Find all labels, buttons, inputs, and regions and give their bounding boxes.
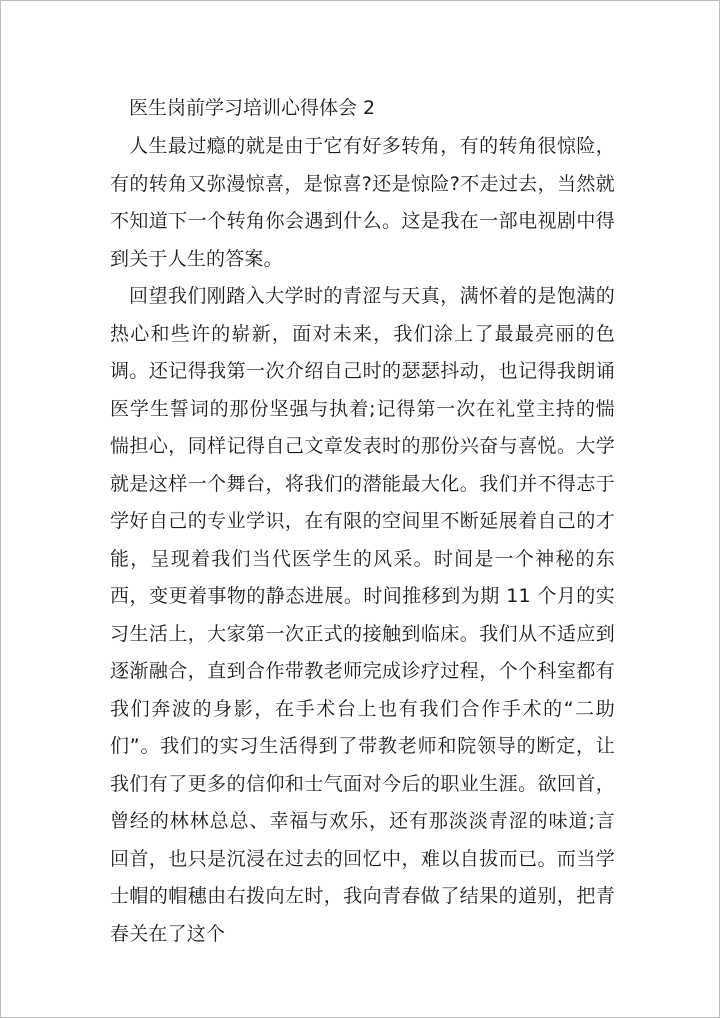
paragraph-1: 人生最过瘾的就是由于它有好多转角，有的转角很惊险，有的转角又弥漫惊喜，是惊喜?还是惊险?不走过去，当然就不知道下一个转角你会遇到什么。这是我在一部电视剧中得到关于人生的答案。 bbox=[110, 135, 615, 270]
document-title: 医生岗前学习培训心得体会 2 bbox=[129, 97, 376, 119]
paragraph-2: 回望我们刚踏入大学时的青涩与天真，满怀着的是饱满的热心和些许的崭新，面对未来，我们涂上了最最亮丽的色调。还记得我第一次介绍自己时的瑟瑟抖动，也记得我朗诵医学生誓词的那份坚强与执着;记得第一次在礼堂主持的惴惴担心，同样记得自己文章发表时的那份兴奋与喜悦。大学就是这样一个舞台，将我们的潜能最大化。我们并不得志于学好自己的专业学识，在有限的空间里不断延展着自己的才能，呈现着我们当代医学生的风采。时间是一个神秘的东西，变更着事物的静态进展。时间推移到为期 11 个月的实习生活上，大家第一次正式的接触到临床。我们从不适应到逐渐融合，直到合作带教老师完成诊疗过程，个个科室都有我们奔波的身影，在手术台上也有我们合作手术的“二助们”。我们的实习生活得到了带教老师和院领导的断定，让我们有了更多的信仰和士气面对今后的职业生涯。欲回首，曾经的林林总总、幸福与欢乐，还有那淡淡青涩的味道;言回首，也只是沉浸在过去的回忆中，难以自拔而已。而当学士帽的帽穗由右拨向左时，我向青春做了结果的道别，把青春关在了这个 bbox=[110, 285, 615, 945]
